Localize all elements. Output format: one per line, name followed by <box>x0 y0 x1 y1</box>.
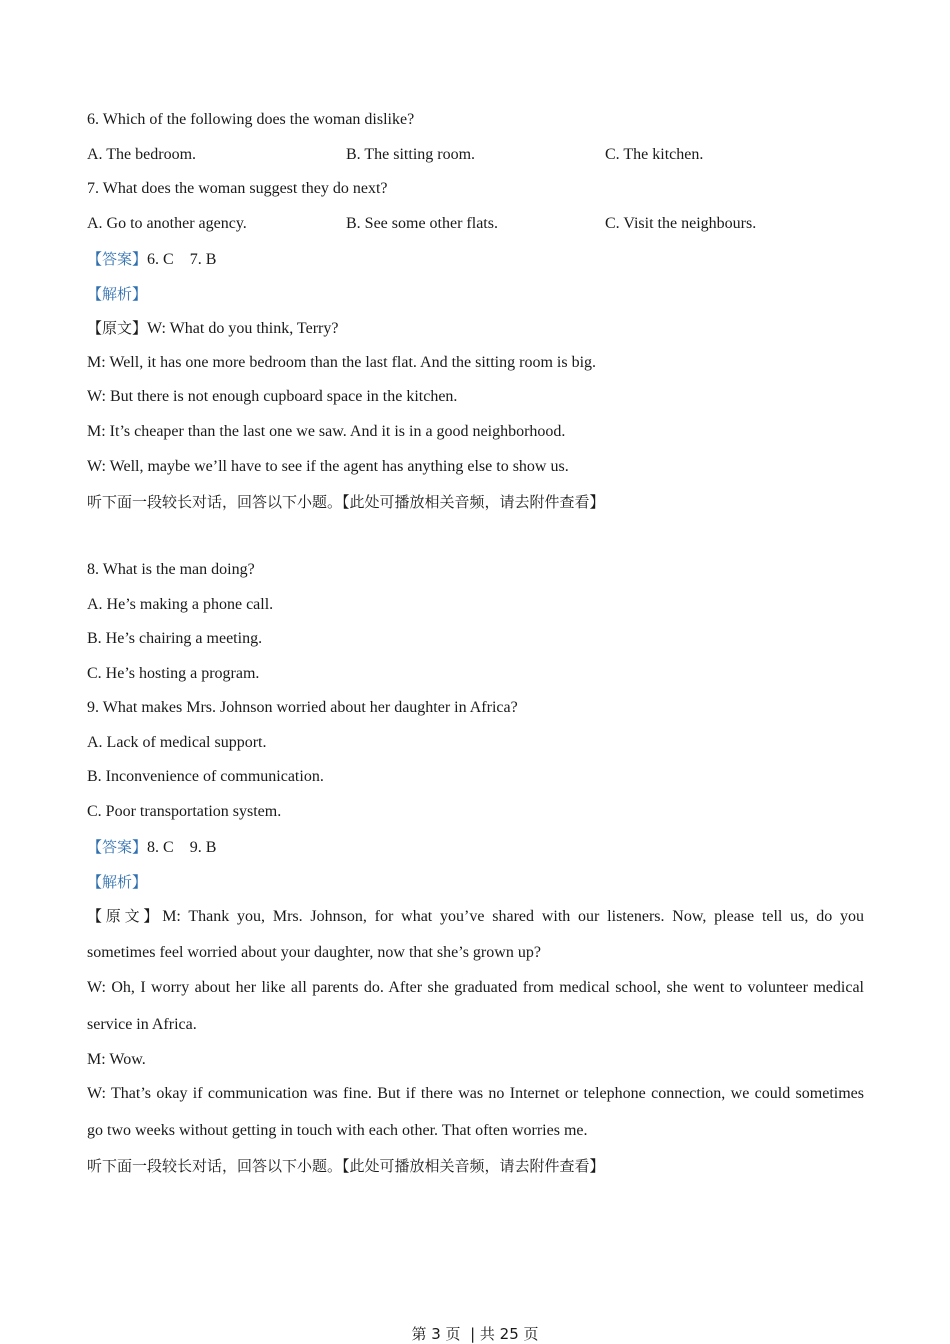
answer-line-1 <box>87 249 216 270</box>
transcript-line: M: It’s cheaper than the last one we saw. And it is in a good neighborhood. <box>87 423 566 440</box>
transcript-line: sometimes feel worried about your daughter, now that she’s grown up? <box>87 944 541 961</box>
transcript-text: W: What do you think, Terry? <box>147 320 339 337</box>
q8-option-a: A. He’s making a phone call. <box>87 596 274 613</box>
transcript-line <box>87 318 338 339</box>
q6-option-c: C. The kitchen. <box>605 146 704 163</box>
q9-option-a: A. Lack of medical support. <box>87 734 267 751</box>
question-8: 8. What is the man doing? <box>87 561 255 578</box>
answer-label: 【答案】 <box>87 250 148 268</box>
q7-option-b: B. See some other flats. <box>346 215 498 232</box>
q9-option-c: C. Poor transportation system. <box>87 803 282 820</box>
page-footer: 第 3 页 | 共 25 页 <box>411 1325 539 1343</box>
transcript-line: W: That’s okay if communication was fine. But if there was no Internet or telephone connection, we could sometimes <box>87 1085 864 1102</box>
q7-option-c: C. Visit the neighbours. <box>605 215 757 232</box>
q8-option-c: C. He’s hosting a program. <box>87 665 260 682</box>
q6-option-b: B. The sitting room. <box>346 146 476 163</box>
answer-label: 【答案】 <box>87 838 148 856</box>
analysis-label: 【解析】 <box>87 285 148 303</box>
transcript-line: W: But there is not enough cupboard space in the kitchen. <box>87 388 458 405</box>
transcript-text: M: Thank you, Mrs. Johnson, for what you’ve shared with our listeners. Now, please tell us, do you <box>162 908 864 925</box>
original-label: 【原文】 <box>87 319 148 337</box>
transcript-line: M: Wow. <box>87 1051 146 1068</box>
listening-instruction: 听下面一段较长对话，回答以下小题。【此处可播放相关音频，请去附件查看】 <box>87 1157 605 1175</box>
answer-text: 6. C 7. B <box>147 251 217 268</box>
transcript-line: W: Well, maybe we’ll have to see if the agent has anything else to show us. <box>87 458 569 475</box>
analysis-label: 【解析】 <box>87 873 148 891</box>
question-7: 7. What does the woman suggest they do next? <box>87 180 388 197</box>
original-label: 【原文】 <box>87 907 163 925</box>
transcript-line: go two weeks without getting in touch with each other. That often worries me. <box>87 1122 588 1139</box>
transcript-line: service in Africa. <box>87 1016 197 1033</box>
transcript-line: W: Oh, I worry about her like all parents do. After she graduated from medical school, she went to volunteer medical <box>87 979 864 996</box>
transcript-line <box>87 906 864 927</box>
listening-instruction: 听下面一段较长对话，回答以下小题。【此处可播放相关音频，请去附件查看】 <box>87 493 605 511</box>
question-9: 9. What makes Mrs. Johnson worried about her daughter in Africa? <box>87 699 518 716</box>
q8-option-b: B. He’s chairing a meeting. <box>87 630 263 647</box>
question-6: 6. Which of the following does the woman dislike? <box>87 111 415 128</box>
q6-option-a: A. The bedroom. <box>87 146 197 163</box>
transcript-line: M: Well, it has one more bedroom than the last flat. And the sitting room is big. <box>87 354 597 371</box>
answer-text: 8. C 9. B <box>147 839 217 856</box>
q9-option-b: B. Inconvenience of communication. <box>87 768 324 785</box>
answer-line-2 <box>87 837 216 858</box>
q7-option-a: A. Go to another agency. <box>87 215 247 232</box>
